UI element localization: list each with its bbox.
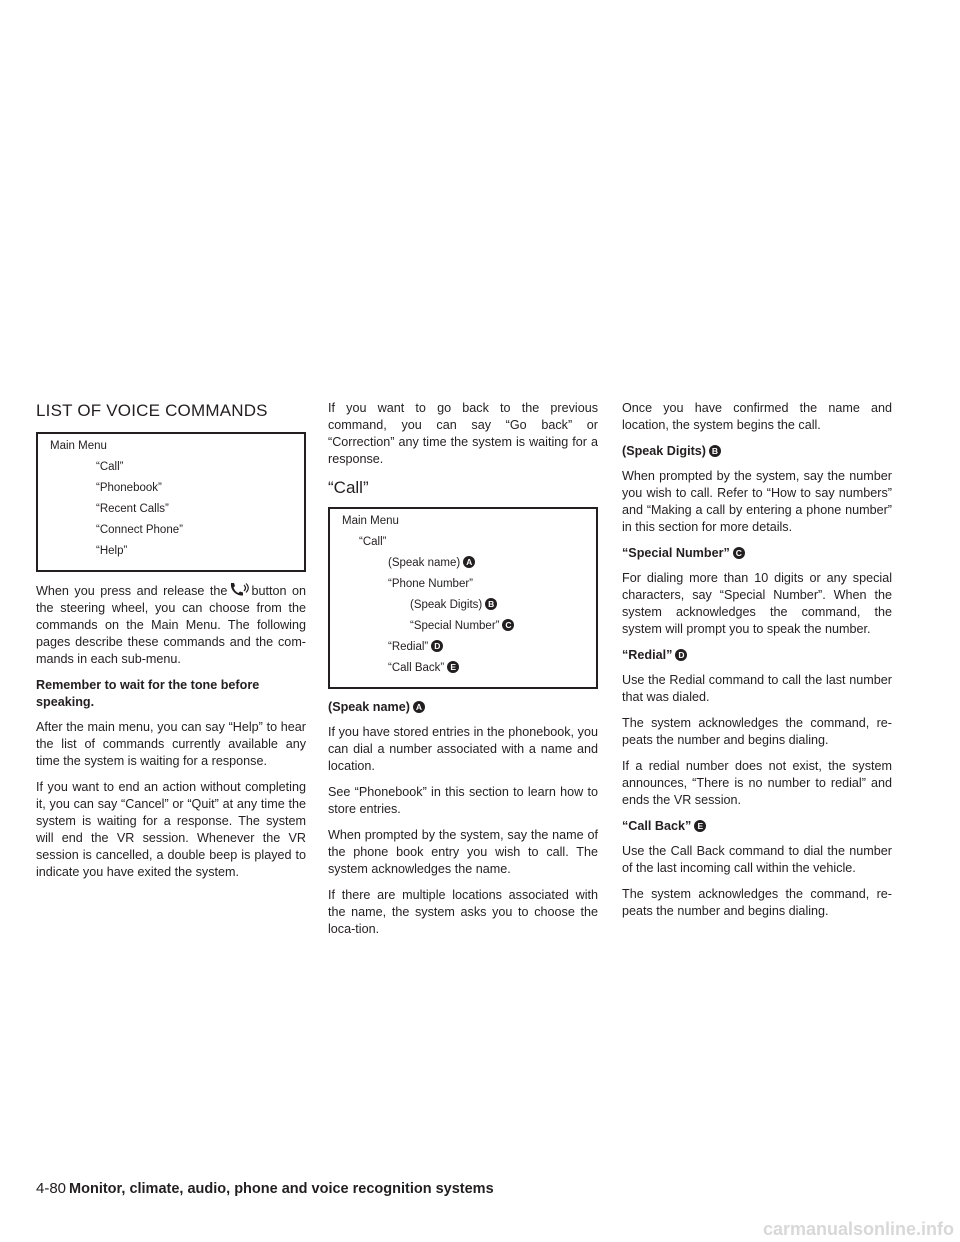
menu-item-recent-calls: “Recent Calls”	[96, 503, 169, 515]
column-2	[328, 400, 598, 947]
badge-e-sub: E	[694, 820, 706, 832]
call-menu-call-back-label: “Call Back”	[388, 662, 445, 674]
call-back-subheading-label: “Call Back”	[622, 819, 692, 833]
menu-item-connect-phone: “Connect Phone”	[96, 524, 183, 536]
watermark: carmanualsonline.info	[762, 1219, 954, 1239]
badge-c-sub: C	[733, 547, 745, 559]
badge-a-sub: A	[413, 701, 425, 713]
call-menu-speak-digits	[330, 597, 596, 613]
redial-subheading	[622, 647, 892, 664]
call-menu-speak-name	[330, 555, 596, 571]
special-number-subheading-label: “Special Number”	[622, 546, 730, 560]
call-heading: “Call”	[328, 478, 369, 497]
badge-d: D	[431, 640, 443, 652]
main-menu-box	[36, 432, 306, 572]
tone-note: Remember to wait for the tone before speaking.	[36, 678, 260, 709]
cancel-paragraph: If you want to end an action without completing it, you can say “Cancel” or “Quit” at any time the system is waiting for a response. The system will end the VR session. Whenever the VR session is cancelled, a double beep is played to indicate you have exited the system.	[36, 780, 306, 879]
menu-item-main: Main Menu	[50, 440, 107, 452]
column-3	[622, 400, 892, 929]
special-number-subheading	[622, 545, 892, 562]
speak-name-subheading	[328, 699, 598, 716]
badge-b-sub: B	[709, 445, 721, 457]
call-menu-speak-digits-label: (Speak Digits)	[410, 599, 483, 611]
page-number: 4-80	[36, 1180, 67, 1197]
badge-a: A	[463, 556, 475, 568]
see-phonebook-paragraph: See “Phonebook” in this section to learn how to store entries.	[328, 785, 598, 816]
help-paragraph: After the main menu, you can say “Help” to hear the list of commands currently available any time the system is waiting for a response.	[36, 720, 306, 768]
go-back-paragraph: If you want to go back to the previous command, you can say “Go back” or “Correction” any time the system is waiting for a response.	[328, 401, 598, 466]
call-menu-redial-label: “Redial”	[388, 641, 429, 653]
call-menu-special-number-label: “Special Number”	[410, 620, 500, 632]
callback-paragraph-2: The system acknowledges the command, re-peats the number and begins dialing.	[622, 887, 892, 918]
redial-paragraph-1: Use the Redial command to call the last number that was dialed.	[622, 673, 892, 704]
badge-e: E	[447, 661, 459, 673]
digits-paragraph: When prompted by the system, say the number you wish to call. Refer to “How to say numbers” and “Making a call by entering a phone number” in this section for more details.	[622, 469, 892, 534]
speak-digits-subheading-label: (Speak Digits)	[622, 444, 706, 458]
redial-paragraph-2: The system acknowledges the command, re-peats the number and begins dialing.	[622, 716, 892, 747]
call-menu-main: Main Menu	[342, 515, 399, 527]
menu-item-call: “Call”	[96, 461, 124, 473]
page-footer	[36, 1180, 494, 1197]
call-menu-redial	[330, 639, 596, 655]
stored-paragraph: If you have stored entries in the phonebook, you can dial a number associated with a name and location.	[328, 725, 598, 773]
prompted-paragraph: When prompted by the system, say the name of the phone book entry you wish to call. The system acknowledges the name.	[328, 828, 598, 876]
call-menu-call-back	[330, 660, 596, 676]
section-heading: LIST OF VOICE COMMANDS	[36, 401, 268, 420]
call-menu-phone-number: “Phone Number”	[388, 578, 474, 590]
special-paragraph: For dialing more than 10 digits or any special characters, say “Special Number”. When the system acknowledges the command, the system will prompt you to speak the number.	[622, 571, 892, 636]
column-1	[36, 400, 306, 890]
redial-paragraph-3: If a redial number does not exist, the system announces, “There is no number to redial” and ends the VR session.	[622, 759, 892, 807]
chapter-title: Monitor, climate, audio, phone and voice recognition systems	[69, 1181, 494, 1197]
redial-subheading-label: “Redial”	[622, 648, 673, 662]
phone-talk-icon	[227, 582, 251, 598]
badge-b: B	[485, 598, 497, 610]
confirmed-paragraph: Once you have confirmed the name and location, the system begins the call.	[622, 401, 892, 432]
menu-item-help: “Help”	[96, 545, 128, 557]
press-text-before: When you press and release the	[36, 584, 228, 598]
call-menu-speak-name-label: (Speak name)	[388, 557, 461, 569]
badge-c: C	[502, 619, 514, 631]
press-paragraph	[36, 582, 306, 668]
call-back-subheading	[622, 818, 892, 835]
call-menu-box	[328, 507, 598, 689]
call-menu-special-number	[330, 618, 596, 634]
multiple-paragraph: If there are multiple locations associated with the name, the system asks you to choose the loca-tion.	[328, 888, 598, 936]
call-menu-call: “Call”	[359, 536, 387, 548]
callback-paragraph-1: Use the Call Back command to dial the number of the last incoming call within the vehicle.	[622, 844, 892, 875]
speak-name-subheading-label: (Speak name)	[328, 700, 410, 714]
press-text-after: button on the steering wheel, you can choose from the commands on the Main Menu. The following pages describe these commands and the com-mands in each sub-menu.	[36, 584, 306, 666]
badge-d-sub: D	[675, 649, 687, 661]
menu-item-phonebook: “Phonebook”	[96, 482, 162, 494]
speak-digits-subheading	[622, 443, 892, 460]
